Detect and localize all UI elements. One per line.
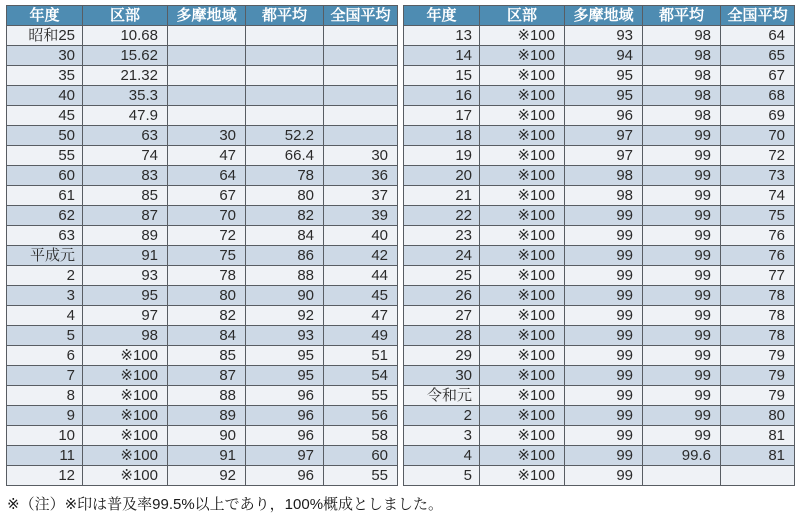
value-cell: 99 <box>643 206 721 226</box>
table-row <box>404 406 795 426</box>
value-cell: 99 <box>643 246 721 266</box>
table-row <box>404 166 795 186</box>
value-cell: 98 <box>565 166 643 186</box>
table-row <box>7 286 398 306</box>
value-cell: 99 <box>565 226 643 246</box>
year-cell: 12 <box>7 466 83 486</box>
year-cell: 61 <box>7 186 83 206</box>
value-cell <box>324 106 398 126</box>
year-cell: 20 <box>404 166 480 186</box>
value-cell: 75 <box>721 206 795 226</box>
value-cell: 74 <box>721 186 795 206</box>
year-cell: 40 <box>7 86 83 106</box>
value-cell: ※100 <box>480 206 565 226</box>
year-cell: 30 <box>404 366 480 386</box>
value-cell: ※100 <box>83 366 168 386</box>
value-cell: 10.68 <box>83 26 168 46</box>
table-row <box>404 146 795 166</box>
table-row <box>7 166 398 186</box>
year-cell: 26 <box>404 286 480 306</box>
value-cell: 78 <box>721 326 795 346</box>
value-cell: 47 <box>168 146 246 166</box>
value-cell: 97 <box>83 306 168 326</box>
value-cell: 95 <box>83 286 168 306</box>
year-cell: 60 <box>7 166 83 186</box>
value-cell <box>324 26 398 46</box>
value-cell: 82 <box>168 306 246 326</box>
value-cell: 87 <box>168 366 246 386</box>
year-cell: 23 <box>404 226 480 246</box>
value-cell: ※100 <box>480 226 565 246</box>
column-header: 全国平均 <box>324 6 398 26</box>
value-cell: 86 <box>246 246 324 266</box>
value-cell: 49 <box>324 326 398 346</box>
value-cell: 98 <box>643 86 721 106</box>
table-row <box>404 386 795 406</box>
year-cell: 3 <box>7 286 83 306</box>
value-cell: ※100 <box>480 286 565 306</box>
value-cell <box>168 106 246 126</box>
year-cell: 17 <box>404 106 480 126</box>
value-cell: 97 <box>565 126 643 146</box>
year-cell: 2 <box>404 406 480 426</box>
year-cell: 62 <box>7 206 83 226</box>
value-cell: 98 <box>643 66 721 86</box>
value-cell: 92 <box>168 466 246 486</box>
value-cell <box>324 86 398 106</box>
value-cell: ※100 <box>480 366 565 386</box>
value-cell: 99 <box>565 346 643 366</box>
value-cell: ※100 <box>480 406 565 426</box>
value-cell: ※100 <box>480 86 565 106</box>
value-cell: 99 <box>565 246 643 266</box>
value-cell: ※100 <box>480 106 565 126</box>
table-row <box>7 246 398 266</box>
value-cell: ※100 <box>480 26 565 46</box>
table-row <box>404 186 795 206</box>
value-cell: 79 <box>721 366 795 386</box>
value-cell <box>246 106 324 126</box>
value-cell: ※100 <box>480 126 565 146</box>
value-cell: ※100 <box>480 426 565 446</box>
value-cell <box>246 66 324 86</box>
value-cell: 78 <box>721 306 795 326</box>
year-cell: 3 <box>404 426 480 446</box>
table-row <box>7 326 398 346</box>
column-header: 年度 <box>7 6 83 26</box>
value-cell: ※100 <box>83 466 168 486</box>
table-row <box>404 326 795 346</box>
value-cell: 93 <box>246 326 324 346</box>
value-cell: 76 <box>721 246 795 266</box>
value-cell: 99 <box>643 186 721 206</box>
value-cell: 97 <box>246 446 324 466</box>
year-cell: 10 <box>7 426 83 446</box>
value-cell: 99 <box>565 446 643 466</box>
column-header: 多摩地域 <box>168 6 246 26</box>
year-cell: 13 <box>404 26 480 46</box>
value-cell: 99 <box>643 386 721 406</box>
value-cell <box>324 126 398 146</box>
value-cell <box>168 66 246 86</box>
value-cell: 54 <box>324 366 398 386</box>
value-cell: 30 <box>324 146 398 166</box>
value-cell: 51 <box>324 346 398 366</box>
year-cell: 14 <box>404 46 480 66</box>
year-cell: 24 <box>404 246 480 266</box>
table-row <box>7 126 398 146</box>
value-cell: 99 <box>643 126 721 146</box>
value-cell <box>643 466 721 486</box>
value-cell <box>246 26 324 46</box>
value-cell: 96 <box>246 406 324 426</box>
value-cell: 87 <box>83 206 168 226</box>
value-cell: 91 <box>168 446 246 466</box>
value-cell: 77 <box>721 266 795 286</box>
column-header: 区部 <box>83 6 168 26</box>
value-cell <box>721 466 795 486</box>
value-cell: 99 <box>565 406 643 426</box>
table-row <box>404 366 795 386</box>
value-cell: ※100 <box>480 266 565 286</box>
year-cell: 50 <box>7 126 83 146</box>
column-header: 都平均 <box>643 6 721 26</box>
value-cell: 96 <box>246 466 324 486</box>
value-cell: 67 <box>168 186 246 206</box>
table-row <box>7 206 398 226</box>
column-header: 区部 <box>480 6 565 26</box>
value-cell: 80 <box>246 186 324 206</box>
value-cell: 90 <box>246 286 324 306</box>
value-cell <box>168 46 246 66</box>
value-cell: 75 <box>168 246 246 266</box>
value-cell: 80 <box>168 286 246 306</box>
year-cell: 2 <box>7 266 83 286</box>
value-cell: ※100 <box>480 166 565 186</box>
value-cell: 82 <box>246 206 324 226</box>
value-cell: 69 <box>721 106 795 126</box>
value-cell: 72 <box>168 226 246 246</box>
value-cell: 56 <box>324 406 398 426</box>
value-cell: ※100 <box>480 46 565 66</box>
value-cell: 35.3 <box>83 86 168 106</box>
value-cell: 88 <box>168 386 246 406</box>
value-cell: 42 <box>324 246 398 266</box>
value-cell: 99 <box>565 266 643 286</box>
value-cell: ※100 <box>83 426 168 446</box>
year-cell: 45 <box>7 106 83 126</box>
table-row <box>404 86 795 106</box>
value-cell: 65 <box>721 46 795 66</box>
table-row <box>7 106 398 126</box>
value-cell: 99 <box>565 366 643 386</box>
year-cell: 63 <box>7 226 83 246</box>
table-row <box>7 406 398 426</box>
value-cell: 78 <box>721 286 795 306</box>
value-cell: ※100 <box>480 186 565 206</box>
table-row <box>7 226 398 246</box>
value-cell: 78 <box>168 266 246 286</box>
value-cell: 58 <box>324 426 398 446</box>
value-cell: 15.62 <box>83 46 168 66</box>
value-cell: 99 <box>643 346 721 366</box>
value-cell: 37 <box>324 186 398 206</box>
value-cell: 95 <box>565 86 643 106</box>
value-cell: 99 <box>565 426 643 446</box>
value-cell: 84 <box>246 226 324 246</box>
value-cell: 93 <box>565 26 643 46</box>
value-cell: 76 <box>721 226 795 246</box>
value-cell: ※100 <box>83 386 168 406</box>
value-cell: 96 <box>246 426 324 446</box>
value-cell: ※100 <box>480 326 565 346</box>
column-header: 年度 <box>404 6 480 26</box>
value-cell: 99.6 <box>643 446 721 466</box>
value-cell: 64 <box>168 166 246 186</box>
value-cell: ※100 <box>480 446 565 466</box>
value-cell: 55 <box>324 386 398 406</box>
year-cell: 4 <box>7 306 83 326</box>
year-cell: 16 <box>404 86 480 106</box>
value-cell: 81 <box>721 426 795 446</box>
value-cell: 99 <box>643 286 721 306</box>
value-cell: 79 <box>721 386 795 406</box>
table-row <box>404 466 795 486</box>
table-row <box>404 266 795 286</box>
table-row <box>404 126 795 146</box>
value-cell: 99 <box>643 226 721 246</box>
value-cell: 99 <box>565 326 643 346</box>
table-row <box>7 346 398 366</box>
year-cell: 55 <box>7 146 83 166</box>
table-row <box>7 186 398 206</box>
value-cell: 98 <box>83 326 168 346</box>
value-cell: ※100 <box>480 246 565 266</box>
value-cell <box>246 46 324 66</box>
value-cell: ※100 <box>480 386 565 406</box>
year-cell: 令和元 <box>404 386 480 406</box>
value-cell: 95 <box>246 366 324 386</box>
value-cell: ※100 <box>480 466 565 486</box>
value-cell: 68 <box>721 86 795 106</box>
year-cell: 27 <box>404 306 480 326</box>
value-cell: 45 <box>324 286 398 306</box>
value-cell <box>168 86 246 106</box>
table-row <box>7 446 398 466</box>
value-cell: 91 <box>83 246 168 266</box>
year-cell: 15 <box>404 66 480 86</box>
table-row <box>404 46 795 66</box>
year-cell: 21 <box>404 186 480 206</box>
table-row <box>404 66 795 86</box>
value-cell: 94 <box>565 46 643 66</box>
value-cell: 83 <box>83 166 168 186</box>
value-cell: 89 <box>83 226 168 246</box>
table-row <box>404 346 795 366</box>
table-row <box>404 106 795 126</box>
table-row <box>7 146 398 166</box>
value-cell: 78 <box>246 166 324 186</box>
year-cell: 25 <box>404 266 480 286</box>
value-cell: 72 <box>721 146 795 166</box>
value-cell: 99 <box>643 366 721 386</box>
table-row <box>404 286 795 306</box>
value-cell: 99 <box>643 166 721 186</box>
value-cell: 93 <box>83 266 168 286</box>
value-cell: 70 <box>168 206 246 226</box>
value-cell: 67 <box>721 66 795 86</box>
value-cell: 99 <box>565 286 643 306</box>
table-row <box>7 26 398 46</box>
value-cell: 30 <box>168 126 246 146</box>
table-row <box>404 426 795 446</box>
value-cell: 96 <box>246 386 324 406</box>
year-cell: 9 <box>7 406 83 426</box>
footnote: ※（注）※印は普及率99.5%以上であり，100%概成としました。 <box>7 496 444 513</box>
table-row <box>404 306 795 326</box>
value-cell <box>246 86 324 106</box>
value-cell: ※100 <box>480 306 565 326</box>
value-cell: 99 <box>643 326 721 346</box>
value-cell: 98 <box>643 26 721 46</box>
value-cell: 63 <box>83 126 168 146</box>
value-cell: ※100 <box>480 66 565 86</box>
value-cell: 44 <box>324 266 398 286</box>
table-row <box>404 226 795 246</box>
value-cell: 99 <box>643 426 721 446</box>
value-cell: 95 <box>565 66 643 86</box>
table-row <box>7 266 398 286</box>
value-cell: 52.2 <box>246 126 324 146</box>
value-cell: 47.9 <box>83 106 168 126</box>
column-header: 都平均 <box>246 6 324 26</box>
table-row <box>404 446 795 466</box>
value-cell: 98 <box>643 106 721 126</box>
value-cell: 40 <box>324 226 398 246</box>
value-cell: 85 <box>83 186 168 206</box>
table-row <box>7 66 398 86</box>
value-cell: 99 <box>643 146 721 166</box>
table-row <box>404 26 795 46</box>
value-cell: 64 <box>721 26 795 46</box>
value-cell: 99 <box>565 206 643 226</box>
value-cell: 92 <box>246 306 324 326</box>
year-cell: 19 <box>404 146 480 166</box>
value-cell: 98 <box>565 186 643 206</box>
value-cell: 47 <box>324 306 398 326</box>
tables-container <box>6 5 800 486</box>
value-cell <box>168 26 246 46</box>
year-cell: 6 <box>7 346 83 366</box>
value-cell: 89 <box>168 406 246 426</box>
value-cell: 21.32 <box>83 66 168 86</box>
year-cell: 5 <box>404 466 480 486</box>
value-cell: ※100 <box>480 146 565 166</box>
value-cell: 99 <box>565 386 643 406</box>
value-cell <box>324 66 398 86</box>
year-cell: 35 <box>7 66 83 86</box>
header-row <box>404 6 795 26</box>
year-cell: 7 <box>7 366 83 386</box>
value-cell: ※100 <box>480 346 565 366</box>
value-cell: 97 <box>565 146 643 166</box>
year-cell: 8 <box>7 386 83 406</box>
year-cell: 平成元 <box>7 246 83 266</box>
table-row <box>7 426 398 446</box>
column-header: 多摩地域 <box>565 6 643 26</box>
value-cell <box>324 46 398 66</box>
table-row <box>404 206 795 226</box>
value-cell: 98 <box>643 46 721 66</box>
column-header: 全国平均 <box>721 6 795 26</box>
value-cell: 79 <box>721 346 795 366</box>
year-cell: 昭和25 <box>7 26 83 46</box>
header-row <box>7 6 398 26</box>
value-cell: 66.4 <box>246 146 324 166</box>
year-cell: 29 <box>404 346 480 366</box>
year-cell: 11 <box>7 446 83 466</box>
table-row <box>7 466 398 486</box>
value-cell: 84 <box>168 326 246 346</box>
year-cell: 5 <box>7 326 83 346</box>
value-cell: 90 <box>168 426 246 446</box>
value-cell: 80 <box>721 406 795 426</box>
year-cell: 28 <box>404 326 480 346</box>
coverage-table-heisei-reiwa <box>403 5 795 486</box>
coverage-table-showa-heisei <box>6 5 398 486</box>
value-cell: 95 <box>246 346 324 366</box>
value-cell: 39 <box>324 206 398 226</box>
year-cell: 18 <box>404 126 480 146</box>
table-row <box>404 246 795 266</box>
year-cell: 22 <box>404 206 480 226</box>
value-cell: 85 <box>168 346 246 366</box>
value-cell: 88 <box>246 266 324 286</box>
value-cell: 99 <box>565 306 643 326</box>
value-cell: 96 <box>565 106 643 126</box>
table-row <box>7 306 398 326</box>
value-cell: ※100 <box>83 406 168 426</box>
value-cell: ※100 <box>83 346 168 366</box>
value-cell: 60 <box>324 446 398 466</box>
value-cell: 36 <box>324 166 398 186</box>
year-cell: 4 <box>404 446 480 466</box>
table-row <box>7 46 398 66</box>
value-cell: 99 <box>643 406 721 426</box>
value-cell: 55 <box>324 466 398 486</box>
value-cell: 74 <box>83 146 168 166</box>
value-cell: ※100 <box>83 446 168 466</box>
value-cell: 99 <box>643 306 721 326</box>
value-cell: 81 <box>721 446 795 466</box>
value-cell: 99 <box>643 266 721 286</box>
value-cell: 73 <box>721 166 795 186</box>
year-cell: 30 <box>7 46 83 66</box>
value-cell: 70 <box>721 126 795 146</box>
table-row <box>7 86 398 106</box>
table-row <box>7 366 398 386</box>
table-row <box>7 386 398 406</box>
value-cell: 99 <box>565 466 643 486</box>
